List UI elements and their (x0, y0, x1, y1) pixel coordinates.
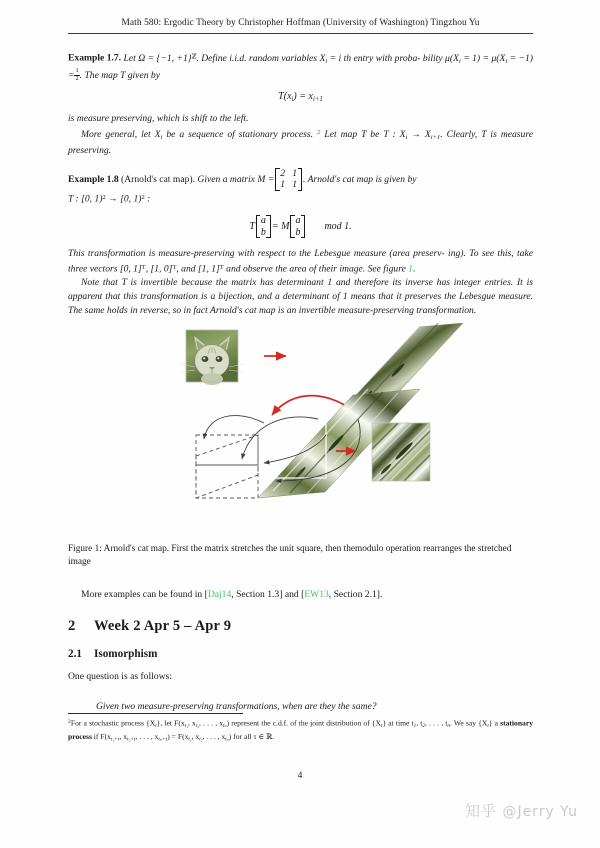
cat-map-equation (68, 215, 533, 238)
fn-sub-m: t₁ (188, 735, 192, 742)
page-header: Math 580: Ergodic Theory by Christopher Hoffman (University of Washington) Tingzhou Yu (121, 18, 480, 28)
ex18-domain-b: → [0, 1) (105, 193, 142, 205)
ex17-sub1: i (325, 57, 328, 65)
example-1-8-label: Example 1.8 (68, 173, 119, 185)
ex18-domain-c: : (144, 193, 151, 205)
ex17-text-g: . The map T given by (79, 69, 160, 81)
pg-sub-a: i (160, 133, 163, 141)
zhihu-watermark (465, 800, 578, 821)
dashed-tile-upper (196, 435, 258, 465)
fn-g: , t (416, 718, 423, 728)
figure-1-reference-link[interactable]: 1 (408, 263, 414, 275)
pg-text-b: be a sequence of stationary process. (162, 128, 318, 140)
ex17-text-e: = 1) = μ(X (460, 52, 506, 64)
ex17-text-c: = i th entry with proba- (327, 52, 421, 64)
ex18-sup-1: 2 (102, 194, 106, 202)
fn-o: , x (191, 731, 200, 741)
matrix-M-row-1: 2 1 (280, 167, 297, 179)
ex17-sub3: i (505, 57, 508, 65)
eq-mod-1: mod 1. (324, 221, 352, 233)
fraction-numerator: 1 (75, 67, 79, 75)
example-1-8-domain (68, 191, 533, 206)
vector-ab-right (290, 215, 305, 238)
pm-text-g: . (413, 263, 416, 275)
fn-sub-g: 2 (422, 722, 425, 729)
vec-left-a: a (260, 215, 266, 227)
page-number: 4 (297, 770, 303, 780)
pg-sub-c: i+1 (430, 133, 441, 141)
red-arrow-modulo (272, 396, 348, 415)
fn-sub-l: tₙ+τ (158, 735, 168, 742)
fn-sub-a: t (155, 722, 157, 729)
fn-i: . We say {X (449, 718, 488, 728)
figure-caption-text: Arnold's cat map. First the matrix stretches the unit square, then themodulo operation rearranges the stretched image (68, 544, 512, 567)
fn-sub-d: tₙ (223, 722, 227, 729)
pm-text-f: image. See figure (339, 263, 409, 275)
ex18-sup-2: 2 (141, 194, 145, 202)
invertible-paragraph: Note that T is invertible because the matrix has determinant 1 and therefore its inverse has integer entries. It is apparent that this transformation is a bijection, and a determinant of 1 means that it preserves the Lebesgue measure. The same holds in reverse, so in fact Arnold's cat map is an invertible measure-preserving transformation. (68, 277, 533, 316)
fn-e: ) represent the c.d.f. of the joint distribution of {X (226, 718, 382, 728)
matrix-M (275, 168, 302, 192)
cat-map-diagram (68, 323, 533, 503)
isomorphism-question: Given two measure-preserving transformations, when are they the same? (96, 700, 377, 712)
pg-text-d: → X (407, 128, 431, 140)
matrix-M-row-2: 1 1 (280, 178, 297, 190)
pg-text-a: More general, let X (81, 128, 161, 140)
fn-d: , . . . , x (199, 718, 224, 728)
footnote-2 (68, 717, 533, 745)
pm-text-d: , and [1, 1] (176, 263, 220, 275)
ref-mid: , Section 1.3] and [ (231, 589, 305, 600)
footnote-divider (68, 713, 243, 714)
pm-sup-2: T (172, 264, 177, 272)
footnote-number: 2 (68, 719, 71, 725)
example-1-8-name: (Arnold's cat map). (121, 173, 195, 185)
pm-text-b: ing). To see this, take three vectors [0, 1] (68, 248, 533, 275)
pm-text-a: This transformation is measure-preserving with respect to the Lebesgue measure (area preserv- (68, 248, 445, 260)
measure-preserving-paragraph (68, 247, 533, 276)
subsection-2-1-number: 2.1 (68, 648, 82, 660)
figure-canvas (68, 323, 533, 503)
fn-a: For a stochastic process {X (70, 718, 156, 728)
eq-t-open: T(x (278, 91, 292, 103)
ex17-text-a: Let Ω = {−1, +1} (123, 52, 192, 64)
fn-sub-n: t₂ (199, 735, 203, 742)
eq-sub-i: i (291, 95, 294, 103)
shift-map-equation (68, 91, 533, 103)
fn-j: } a (488, 718, 501, 728)
question-intro: One question is as follows: (68, 671, 172, 682)
ex17-text-b: . Define i.i.d. random variables X (196, 52, 326, 64)
fn-sub-b: t₁ (184, 722, 188, 729)
fn-q: ) for all τ ∈ ℝ. (228, 731, 275, 741)
fn-h: , . . . , t (424, 718, 448, 728)
fn-sub-f: 1 (413, 722, 417, 729)
dashed-parallelogram (196, 435, 258, 498)
pm-sup-1: T (141, 264, 146, 272)
watermark-username: @Jerry Yu (502, 804, 578, 820)
example-1-8-paragraph (68, 168, 533, 192)
ex17-text-f: = −1) = (68, 52, 534, 81)
zhihu-logo-text: 知乎 (464, 802, 497, 820)
pm-text-c: , [1, 0] (145, 263, 173, 275)
fn-n: ) = F(x (167, 731, 189, 741)
section-2-title: Week 2 Apr 5 – Apr 9 (94, 618, 232, 634)
fn-sub-k: t₂+τ (127, 735, 136, 742)
pg-text-f: Clearly, T is measure preserving. (68, 128, 533, 156)
fn-c: , x (187, 718, 196, 728)
cat-photograph (180, 330, 244, 385)
subsection-2-1-title: Isomorphism (94, 648, 158, 660)
ex18-given-matrix: Given a matrix M = (197, 173, 275, 185)
shift-description: is measure preserving, which is shift to the left. (68, 112, 249, 124)
pg-sub-b: i (405, 133, 408, 141)
header-divider (68, 33, 533, 34)
citation-ew13[interactable]: EW13 (304, 589, 329, 600)
fn-sub-c: t₂ (195, 722, 199, 729)
eq-T-symbol: T (249, 221, 255, 233)
footnote-reference-2[interactable]: 2 (317, 128, 321, 136)
eq-equals-x: ) = x (293, 91, 313, 103)
fn-l: , x (119, 731, 128, 741)
fn-sub-h: n (447, 722, 450, 729)
ex17-text-d: bility μ(X (422, 52, 459, 64)
vec-right-b: b (295, 226, 301, 238)
fraction-denominator: 2 (75, 74, 79, 82)
fn-sub-e: t (381, 722, 383, 729)
eq-equals-M: = M (271, 221, 290, 233)
vector-ab-left (256, 215, 271, 238)
fn-sub-j: t₁+τ (110, 735, 120, 742)
references-paragraph (68, 588, 533, 602)
fn-sub-i: t (487, 722, 489, 729)
ex17-sub2: i (458, 57, 461, 65)
modulo-rearranged-image (372, 423, 430, 481)
fn-f: } at time t (382, 718, 414, 728)
dashed-tile-lower (196, 465, 258, 498)
stationary-process-paragraph (68, 126, 533, 158)
ref-post: , Section 2.1]. (328, 589, 383, 600)
eq-sub-i1: i+1 (312, 95, 323, 103)
curved-arrow-1 (204, 416, 264, 439)
pm-text-e: and observe the area of their (223, 263, 337, 275)
pg-text-e: . (440, 128, 443, 140)
pg-text-c: Let map T be T : X (320, 128, 406, 140)
document-body (68, 50, 533, 503)
ex17-sup: ℤ (191, 53, 197, 60)
example-1-7-label: Example 1.7. (68, 52, 122, 64)
vec-left-b: b (260, 226, 266, 238)
section-2-number: 2 (68, 618, 76, 634)
fn-k: if F(x (91, 731, 111, 741)
ex18-text-end: . Arnold's cat map is given by (303, 173, 417, 185)
pm-sup-3: T (219, 264, 224, 272)
fn-p: , . . . , x (202, 731, 226, 741)
fn-m: , . . . , x (135, 731, 159, 741)
figure-caption-label: Figure 1: (68, 544, 102, 554)
figure-1-arnolds-cat-map (68, 323, 533, 503)
subsection-2-1-heading (68, 648, 533, 660)
section-2-heading (68, 618, 533, 635)
fn-sub-o: tₙ (225, 735, 229, 742)
ref-pre: More examples can be found in [ (81, 589, 208, 600)
fn-b: }, let F(x (156, 718, 185, 728)
citation-daj14[interactable]: Daj14 (207, 589, 232, 600)
example-1-7-paragraph (68, 50, 533, 82)
figure-caption (68, 543, 533, 569)
fn-bold-term: stationary process (68, 718, 534, 741)
vec-right-a: a (295, 215, 301, 227)
ex18-domain-a: T : [0, 1) (68, 193, 103, 205)
